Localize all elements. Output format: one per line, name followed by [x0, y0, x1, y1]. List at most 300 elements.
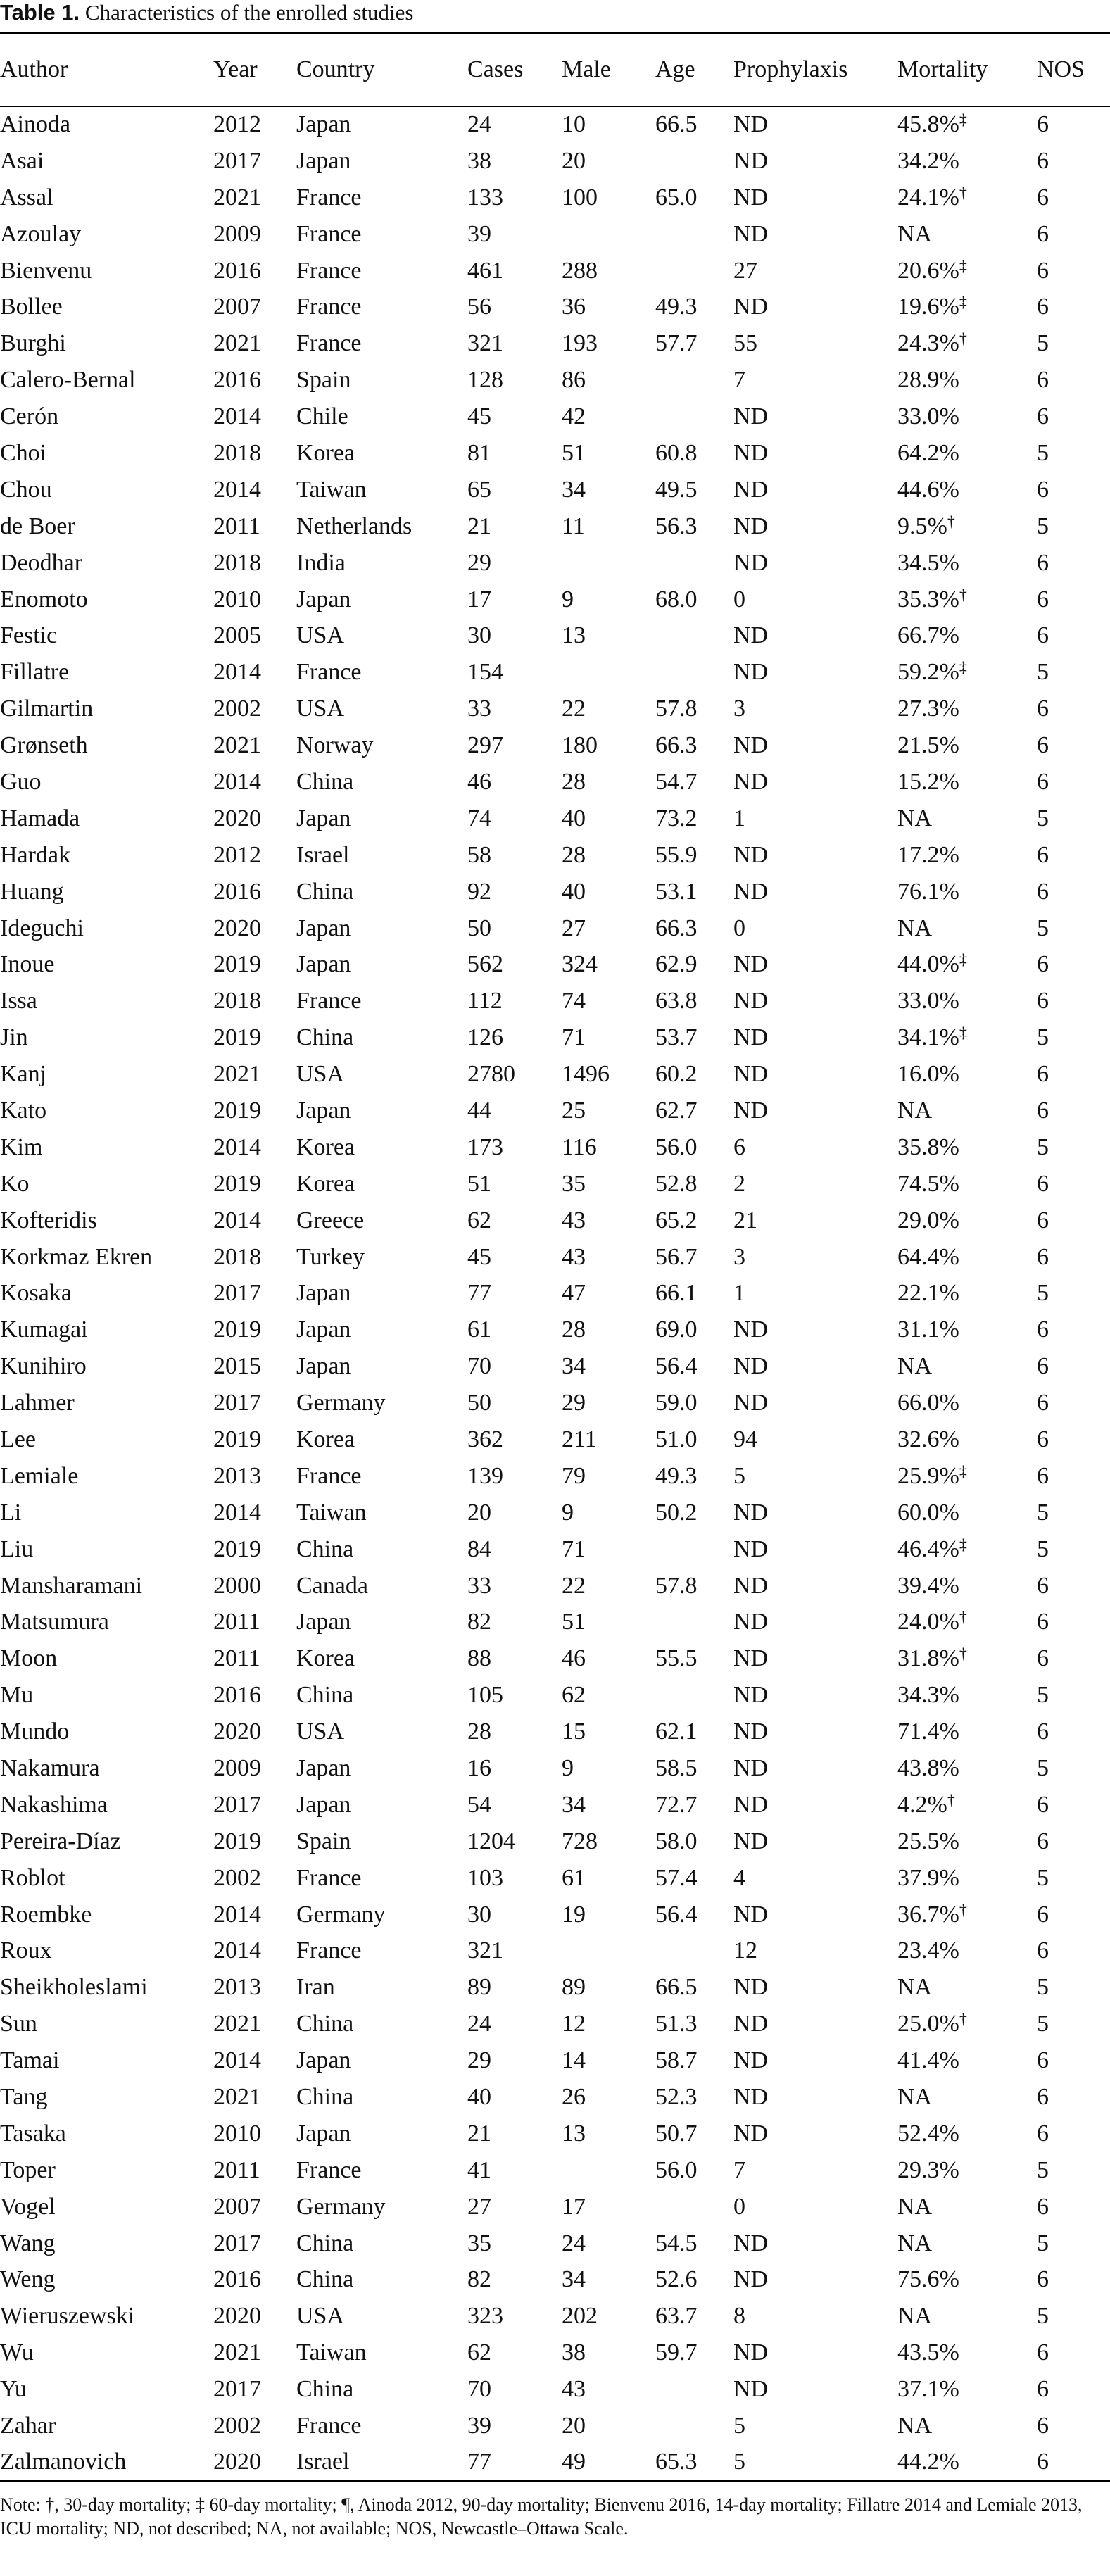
cell-country: Germany [296, 1901, 386, 1928]
mortality-value: 4.2% [897, 1791, 947, 1818]
cell-author: Weng [0, 2266, 56, 2293]
cell-mortality [897, 764, 1037, 800]
footnote-mark: ‡ [959, 1535, 967, 1553]
cell-nos: 6 [1037, 1572, 1049, 1599]
table-row [0, 2079, 1110, 2116]
cell-author: Burghi [0, 330, 66, 357]
mortality-value: 44.2% [897, 2449, 959, 2475]
cell-prophylaxis: ND [733, 768, 769, 795]
cell-year: 2002 [213, 696, 261, 722]
cell-country: Japan [296, 2120, 351, 2147]
cell-author: Kunihiro [0, 1353, 87, 1380]
mortality-value: 17.2% [897, 841, 959, 868]
cell-male: 42 [562, 403, 586, 430]
cell-cases: 1204 [467, 1828, 515, 1854]
cell-mortality [897, 874, 1037, 910]
cell-year: 2012 [213, 841, 261, 868]
cell-age: 66.3 [655, 732, 698, 759]
cell-mortality [897, 727, 1037, 764]
cell-age [655, 617, 733, 654]
cell-male [562, 1933, 655, 1970]
cell-author: Kumagai [0, 1317, 88, 1343]
mortality-value: 44.0% [897, 951, 959, 978]
cell-nos: 5 [1037, 439, 1049, 466]
cell-cases: 321 [467, 1937, 503, 1964]
footnote-mark: ‡ [959, 256, 967, 275]
cell-year: 2019 [213, 1828, 261, 1854]
header-row [0, 33, 1110, 106]
mortality-value: 36.7% [897, 1901, 959, 1928]
cell-nos: 6 [1037, 1645, 1049, 1672]
cell-prophylaxis: ND [733, 1535, 769, 1562]
mortality-value: 46.4% [897, 1535, 959, 1562]
cell-mortality [897, 2189, 1037, 2225]
cell-nos: 6 [1037, 1719, 1049, 1745]
cell-cases: 24 [467, 2011, 491, 2037]
cell-nos: 5 [1037, 1280, 1049, 1307]
cell-prophylaxis: ND [733, 2339, 769, 2366]
cell-nos: 6 [1037, 403, 1049, 430]
table-row [0, 910, 1110, 947]
cell-mortality [897, 1495, 1037, 1531]
cell-cases: 44 [467, 1097, 491, 1124]
cell-male: 79 [562, 1462, 586, 1489]
cell-year: 2019 [213, 1317, 261, 1343]
mortality-value: 44.6% [897, 476, 959, 503]
table-row [0, 691, 1110, 727]
mortality-value: 35.3% [897, 586, 959, 612]
mortality-value: 31.1% [897, 1317, 959, 1343]
cell-author: Kosaka [0, 1280, 72, 1307]
cell-prophylaxis: ND [733, 2011, 769, 2037]
table-row [0, 1019, 1110, 1056]
cell-mortality [897, 582, 1037, 618]
mortality-value: NA [897, 805, 933, 831]
cell-male: 71 [562, 1024, 586, 1051]
cell-country: Japan [296, 586, 351, 612]
cell-prophylaxis: 21 [733, 1207, 757, 1233]
cell-year: 2017 [213, 1280, 261, 1307]
footnote-mark: ‡ [959, 658, 967, 677]
cell-country: China [296, 2376, 354, 2403]
cell-year: 2014 [213, 476, 261, 503]
table-row [0, 617, 1110, 654]
cell-year: 2019 [213, 1426, 261, 1452]
cell-male: 51 [562, 439, 586, 466]
cell-male: 51 [562, 1609, 586, 1635]
cell-year: 2020 [213, 915, 261, 941]
table-row [0, 1495, 1110, 1531]
cell-country: Netherlands [296, 513, 412, 539]
cell-cases: 17 [467, 586, 491, 612]
cell-author: Sheikholeslami [0, 1974, 148, 2001]
cell-nos: 5 [1037, 1499, 1049, 1526]
table-row [0, 1202, 1110, 1239]
cell-cases: 46 [467, 768, 491, 795]
cell-year: 2013 [213, 1974, 261, 2001]
table-row [0, 1093, 1110, 1129]
cell-author: Li [0, 1499, 22, 1526]
cell-male: 19 [562, 1901, 586, 1928]
cell-nos: 6 [1037, 111, 1049, 138]
cell-country: Japan [296, 915, 351, 941]
cell-cases: 33 [467, 1572, 491, 1599]
cell-prophylaxis: ND [733, 732, 769, 759]
cell-male: 116 [562, 1133, 597, 1160]
cell-country: Turkey [296, 1243, 365, 1270]
cell-author: Calero-Bernal [0, 367, 136, 394]
cell-cases: 82 [467, 1609, 491, 1635]
cell-mortality [897, 143, 1037, 180]
cell-nos: 6 [1037, 2444, 1110, 2481]
cell-nos: 6 [1037, 147, 1049, 174]
cell-age: 55.5 [655, 1645, 698, 1672]
cell-nos: 5 [1037, 915, 1049, 941]
cell-age [655, 545, 733, 582]
cell-male: 34 [562, 1791, 586, 1818]
cell-cases: 126 [467, 1024, 503, 1051]
cell-country: China [296, 878, 354, 905]
cell-nos: 6 [1037, 951, 1049, 978]
cell-male: 61 [562, 1864, 586, 1891]
col-header-nos: NOS [1037, 33, 1110, 106]
table-row [0, 289, 1110, 325]
mortality-value: 24.1% [897, 184, 959, 211]
cell-year: 2010 [213, 586, 261, 612]
cell-mortality [897, 2079, 1037, 2116]
cell-author: Mundo [0, 1719, 70, 1745]
cell-age: 65.2 [655, 1207, 698, 1233]
cell-nos: 6 [1037, 622, 1049, 649]
cell-year: 2011 [213, 1609, 260, 1635]
cell-prophylaxis: 3 [733, 696, 745, 722]
cell-nos: 6 [1037, 1097, 1049, 1124]
cell-author: Kofteridis [0, 1207, 97, 1233]
cell-year: 2021 [213, 2084, 261, 2111]
cell-author: Roembke [0, 1901, 92, 1928]
cell-age [655, 143, 733, 180]
cell-male: 86 [562, 367, 586, 394]
mortality-value: 52.4% [897, 2120, 959, 2147]
cell-author: Huang [0, 878, 64, 905]
table-row [0, 472, 1110, 508]
cell-prophylaxis: ND [733, 988, 769, 1014]
mortality-value: 24.0% [897, 1609, 959, 1635]
cell-age: 63.8 [655, 988, 698, 1014]
cell-country: France [296, 257, 362, 284]
mortality-value: NA [897, 1974, 933, 2001]
cell-cases: 62 [467, 1207, 491, 1233]
table-row [0, 1458, 1110, 1495]
table-row [0, 2444, 1110, 2481]
footnote-mark: † [947, 512, 955, 530]
cell-nos: 6 [1037, 367, 1049, 394]
cell-country: Japan [296, 1097, 351, 1124]
cell-prophylaxis: 94 [733, 1426, 757, 1452]
cell-age: 73.2 [655, 805, 698, 831]
cell-mortality [897, 2371, 1037, 2408]
cell-prophylaxis: ND [733, 1024, 769, 1051]
mortality-value: 35.8% [897, 1133, 959, 1160]
cell-cases: 50 [467, 1390, 491, 1416]
cell-country: Japan [296, 147, 351, 174]
cell-male: 28 [562, 1317, 586, 1343]
cell-prophylaxis: 1 [733, 805, 745, 831]
cell-age: 52.8 [655, 1170, 698, 1197]
cell-country: France [296, 2413, 362, 2439]
cell-year: 2002 [213, 2413, 261, 2439]
cell-prophylaxis: ND [733, 2120, 769, 2147]
cell-mortality [897, 1604, 1037, 1641]
cell-prophylaxis: 6 [733, 1133, 745, 1160]
cell-mortality [897, 1969, 1037, 2006]
cell-author: Tamai [0, 2047, 60, 2074]
cell-nos: 6 [1037, 1353, 1049, 1380]
cell-nos: 5 [1037, 2303, 1049, 2330]
mortality-value: 43.5% [897, 2339, 959, 2366]
cell-year: 2014 [213, 2047, 261, 2074]
cell-age [655, 2371, 733, 2408]
cell-country: USA [296, 2303, 345, 2330]
cell-prophylaxis: ND [733, 1390, 769, 1416]
mortality-value: 45.8% [897, 111, 959, 138]
cell-mortality [897, 2335, 1037, 2371]
cell-mortality [897, 2006, 1037, 2042]
cell-age: 50.2 [655, 1499, 698, 1526]
cell-nos: 6 [1037, 220, 1049, 247]
cell-country: Japan [296, 111, 351, 138]
cell-year: 2014 [213, 1207, 261, 1233]
cell-male: 36 [562, 294, 586, 320]
table-row [0, 727, 1110, 764]
footnote-mark: † [947, 1790, 955, 1809]
cell-mortality [897, 654, 1037, 691]
cell-prophylaxis: ND [733, 513, 769, 539]
cell-author: Wieruszewski [0, 2303, 135, 2330]
cell-nos: 6 [1037, 878, 1049, 905]
table-row [0, 180, 1110, 216]
cell-country: China [296, 768, 354, 795]
cell-country: Korea [296, 439, 355, 466]
cell-prophylaxis: 5 [733, 2413, 745, 2439]
cell-country: Spain [296, 1828, 351, 1854]
cell-male: 22 [562, 696, 586, 722]
cell-age [655, 253, 733, 289]
cell-nos: 5 [1037, 2011, 1049, 2037]
cell-author: Roux [0, 1937, 52, 1964]
table-row [0, 1129, 1110, 1166]
cell-male: 728 [562, 1828, 598, 1854]
footnote-mark: ‡ [959, 950, 967, 969]
mortality-value: 41.4% [897, 2047, 959, 2074]
cell-year: 2007 [213, 2193, 261, 2220]
cell-year: 2019 [213, 951, 261, 978]
mortality-value: 9.5% [897, 513, 947, 539]
cell-cases: 41 [467, 2156, 491, 2183]
cell-male [562, 654, 655, 691]
cell-cases: 30 [467, 1901, 491, 1928]
cell-age: 56.3 [655, 513, 698, 539]
cell-nos: 6 [1037, 1061, 1049, 1088]
table-label: Table 1. [0, 0, 80, 25]
cell-country: India [296, 549, 346, 576]
cell-year: 2020 [213, 1719, 261, 1745]
mortality-value: 37.1% [897, 2376, 959, 2403]
cell-nos: 6 [1037, 841, 1049, 868]
table-caption [0, 0, 1110, 32]
cell-mortality [897, 1750, 1037, 1787]
mortality-value: 25.9% [897, 1462, 959, 1489]
mortality-value: 34.1% [897, 1024, 959, 1051]
cell-author: Zalmanovich [0, 2444, 213, 2481]
cell-author: Yu [0, 2376, 27, 2403]
cell-author: Zahar [0, 2413, 56, 2439]
cell-country: Japan [296, 1609, 351, 1635]
cell-country: France [296, 1937, 362, 1964]
cell-male: 24 [562, 2230, 586, 2256]
cell-year: 2015 [213, 1353, 261, 1380]
cell-country: Germany [296, 1390, 386, 1416]
cell-prophylaxis: ND [733, 1974, 769, 2001]
cell-author: Hardak [0, 841, 71, 868]
mortality-value: NA [897, 2303, 933, 2330]
cell-nos: 5 [1037, 1974, 1049, 2001]
cell-year: 2002 [213, 1864, 261, 1891]
cell-country: Korea [296, 1170, 355, 1197]
cell-author: Grønseth [0, 732, 88, 759]
table-row [0, 1312, 1110, 1348]
cell-mortality [897, 253, 1037, 289]
table-row [0, 2225, 1110, 2262]
cell-mortality [897, 1385, 1037, 1421]
cell-age: 65.0 [655, 184, 698, 211]
cell-male: 211 [562, 1426, 597, 1452]
cell-male: 14 [562, 2047, 586, 2074]
cell-country: USA [296, 1719, 345, 1745]
footnote-mark: † [959, 329, 967, 348]
cell-nos: 5 [1037, 1024, 1049, 1051]
cell-mortality [897, 1166, 1037, 1202]
cell-prophylaxis: 0 [733, 2193, 745, 2220]
mortality-value: NA [897, 915, 933, 941]
cell-year: 2021 [213, 2011, 261, 2037]
studies-table [0, 32, 1110, 2482]
cell-nos: 5 [1037, 659, 1049, 686]
cell-country: China [296, 2011, 354, 2037]
cell-age: 68.0 [655, 586, 698, 612]
cell-author: Liu [0, 1535, 34, 1562]
cell-prophylaxis: ND [733, 1353, 769, 1380]
cell-cases: 38 [467, 147, 491, 174]
cell-year: 2018 [213, 1243, 261, 1270]
cell-mortality [897, 1860, 1037, 1897]
table-note: Note: †, 30-day mortality; ‡ 60-day mortality; ¶, Ainoda 2012, 90-day mortality; Bienvenu 2016, 14-day mortality; Fillatre 2014 and Lemiale 2013, ICU mortality; ND, not described; NA, not available; NOS, Newcastle–Ottawa Scale. [0, 2494, 1083, 2539]
mortality-value: 71.4% [897, 1719, 959, 1745]
table-row [0, 1714, 1110, 1750]
cell-author: Kato [0, 1097, 47, 1124]
cell-year: 2014 [213, 1901, 261, 1928]
cell-nos: 5 [1037, 330, 1049, 357]
cell-year: 2014 [213, 659, 261, 686]
cell-prophylaxis: ND [733, 951, 769, 978]
table-row [0, 2371, 1110, 2408]
cell-country: Taiwan [296, 476, 367, 503]
cell-prophylaxis: ND [733, 1645, 769, 1672]
footnote-mark: ‡ [959, 111, 967, 129]
cell-year: 2016 [213, 1682, 261, 1709]
cell-mortality [897, 325, 1037, 362]
cell-mortality [897, 1056, 1037, 1093]
cell-age: 59.7 [655, 2339, 698, 2366]
cell-mortality [897, 1239, 1037, 1276]
cell-nos: 6 [1037, 1426, 1049, 1452]
cell-age: 66.3 [655, 915, 698, 941]
table-row [0, 2116, 1110, 2152]
cell-country: Chile [296, 403, 348, 430]
cell-country: France [296, 2156, 362, 2183]
cell-prophylaxis: ND [733, 841, 769, 868]
footnote-mark: † [959, 2010, 967, 2028]
cell-prophylaxis: ND [733, 2266, 769, 2293]
cell-male: 38 [562, 2339, 586, 2366]
cell-prophylaxis: ND [733, 878, 769, 905]
footnote-mark: ‡ [959, 1462, 967, 1480]
cell-age [655, 1677, 733, 1714]
cell-prophylaxis: ND [733, 439, 769, 466]
cell-prophylaxis: 5 [733, 1462, 745, 1489]
cell-age: 56.7 [655, 1243, 698, 1270]
cell-country: France [296, 659, 362, 686]
cell-author: Moon [0, 1645, 58, 1672]
cell-cases: 21 [467, 2120, 491, 2147]
cell-author: de Boer [0, 513, 75, 539]
cell-age: 55.9 [655, 841, 698, 868]
cell-prophylaxis: ND [733, 184, 769, 211]
cell-mortality [897, 617, 1037, 654]
table-row [0, 1385, 1110, 1421]
mortality-value: NA [897, 2413, 933, 2439]
cell-cases: 65 [467, 476, 491, 503]
cell-country: Iran [296, 1974, 335, 2001]
cell-male: 43 [562, 2376, 586, 2403]
cell-author: Wang [0, 2230, 56, 2256]
mortality-value: 33.0% [897, 988, 959, 1014]
table-row [0, 654, 1110, 691]
cell-cases: 29 [467, 2047, 491, 2074]
cell-age: 53.7 [655, 1024, 698, 1051]
table-row [0, 1969, 1110, 2006]
cell-year: 2018 [213, 988, 261, 1014]
mortality-value: 25.5% [897, 1828, 959, 1854]
cell-country: Taiwan [296, 2339, 367, 2366]
cell-author: Matsumura [0, 1609, 109, 1635]
cell-cases: 81 [467, 439, 491, 466]
cell-country: USA [296, 622, 345, 649]
cell-year: 2010 [213, 2120, 261, 2147]
cell-prophylaxis: ND [733, 2230, 769, 2256]
cell-male: 34 [562, 2266, 586, 2293]
cell-author: Assal [0, 184, 53, 211]
cell-prophylaxis: ND [733, 1755, 769, 1782]
cell-mortality [897, 1787, 1037, 1823]
cell-male: 11 [562, 513, 585, 539]
cell-age: 54.7 [655, 768, 698, 795]
col-header-mortality: Mortality [897, 33, 1037, 106]
table-row [0, 508, 1110, 545]
cell-cases: 40 [467, 2084, 491, 2111]
footnote-mark: † [959, 1900, 967, 1918]
cell-year: 2017 [213, 2376, 261, 2403]
